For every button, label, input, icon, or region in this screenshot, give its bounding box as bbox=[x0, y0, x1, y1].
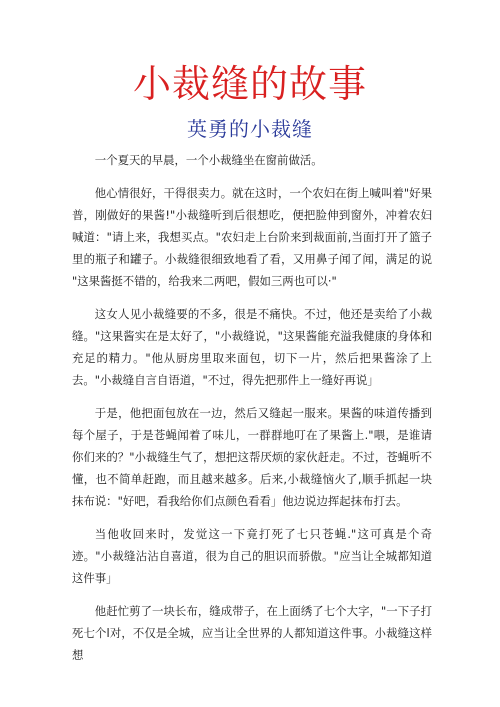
paragraph: 他心情很好，干得很卖力。就在这时，一个农妇在街上喊叫着"好果普，刚做好的果酱!"小裁缝听到后很想吃，便把脸伸到窗外，冲着农妇喊道："请上来，我想买点。"农妇走上台阶来到裁面前,当面打开了篮子里的瓶子和罐子。小裁缝很细致地看了看，又用鼻子闻了闻，满足的说 "这果酱挺不错的，给我来二两吧，假如三两也可以·" bbox=[72, 186, 432, 288]
document-subtitle: 英勇的小裁缝 bbox=[187, 117, 313, 141]
document-title: 小裁缝的故事 bbox=[132, 62, 367, 106]
document-body bbox=[72, 149, 432, 666]
paragraph: 这女人见小裁缝要的不多，很是不痛快。不过，他还是卖给了小裁缝。"这果酱实在是太好了，"小裁缝说，"这果酱能充溢我健康的身体和充足的精力。"他从厨房里取来面包，切下一片，然后把果酱涂了上去。"小裁缝自言自语道，"不过，得先把那件上一缝好再说」 bbox=[72, 307, 432, 387]
paragraph: 当他收回来时，发觉这一下竟打死了七只苍蝇."这可真是个奇迹。"小裁缝沾沾自喜道，很为自己的胆识而骄傲。"应当让全城都知道这件事」 bbox=[72, 527, 432, 585]
paragraph: 于是，他把面包放在一边，然后又缝起一服来。果酱的味道传播到每个屋子，于是苍蝇闻着了味儿，一群群地叮在了果酱上."喂，是谁请你们来的？"小裁缝生气了，想把这帮厌烦的家伙赶走。不过，苍蝇听不懂，也不简单赶跑，而且越来越多。后来,小裁缝恼火了,顺手抓起一块抹布说："好吧，看我给你们点颜色看看」他边说边挥起抹布打去。 bbox=[72, 406, 432, 508]
paragraph: 一个夏天的早晨，一个小裁缝坐在窗前做活。 bbox=[94, 153, 323, 167]
paragraph: 他赶忙剪了一块长布，缝成带子，在上面绣了七个大字，"一下子打死七个l对，不仅是全城，应当让全世界的人都知道这件事。小裁缝这样想 bbox=[72, 604, 432, 662]
